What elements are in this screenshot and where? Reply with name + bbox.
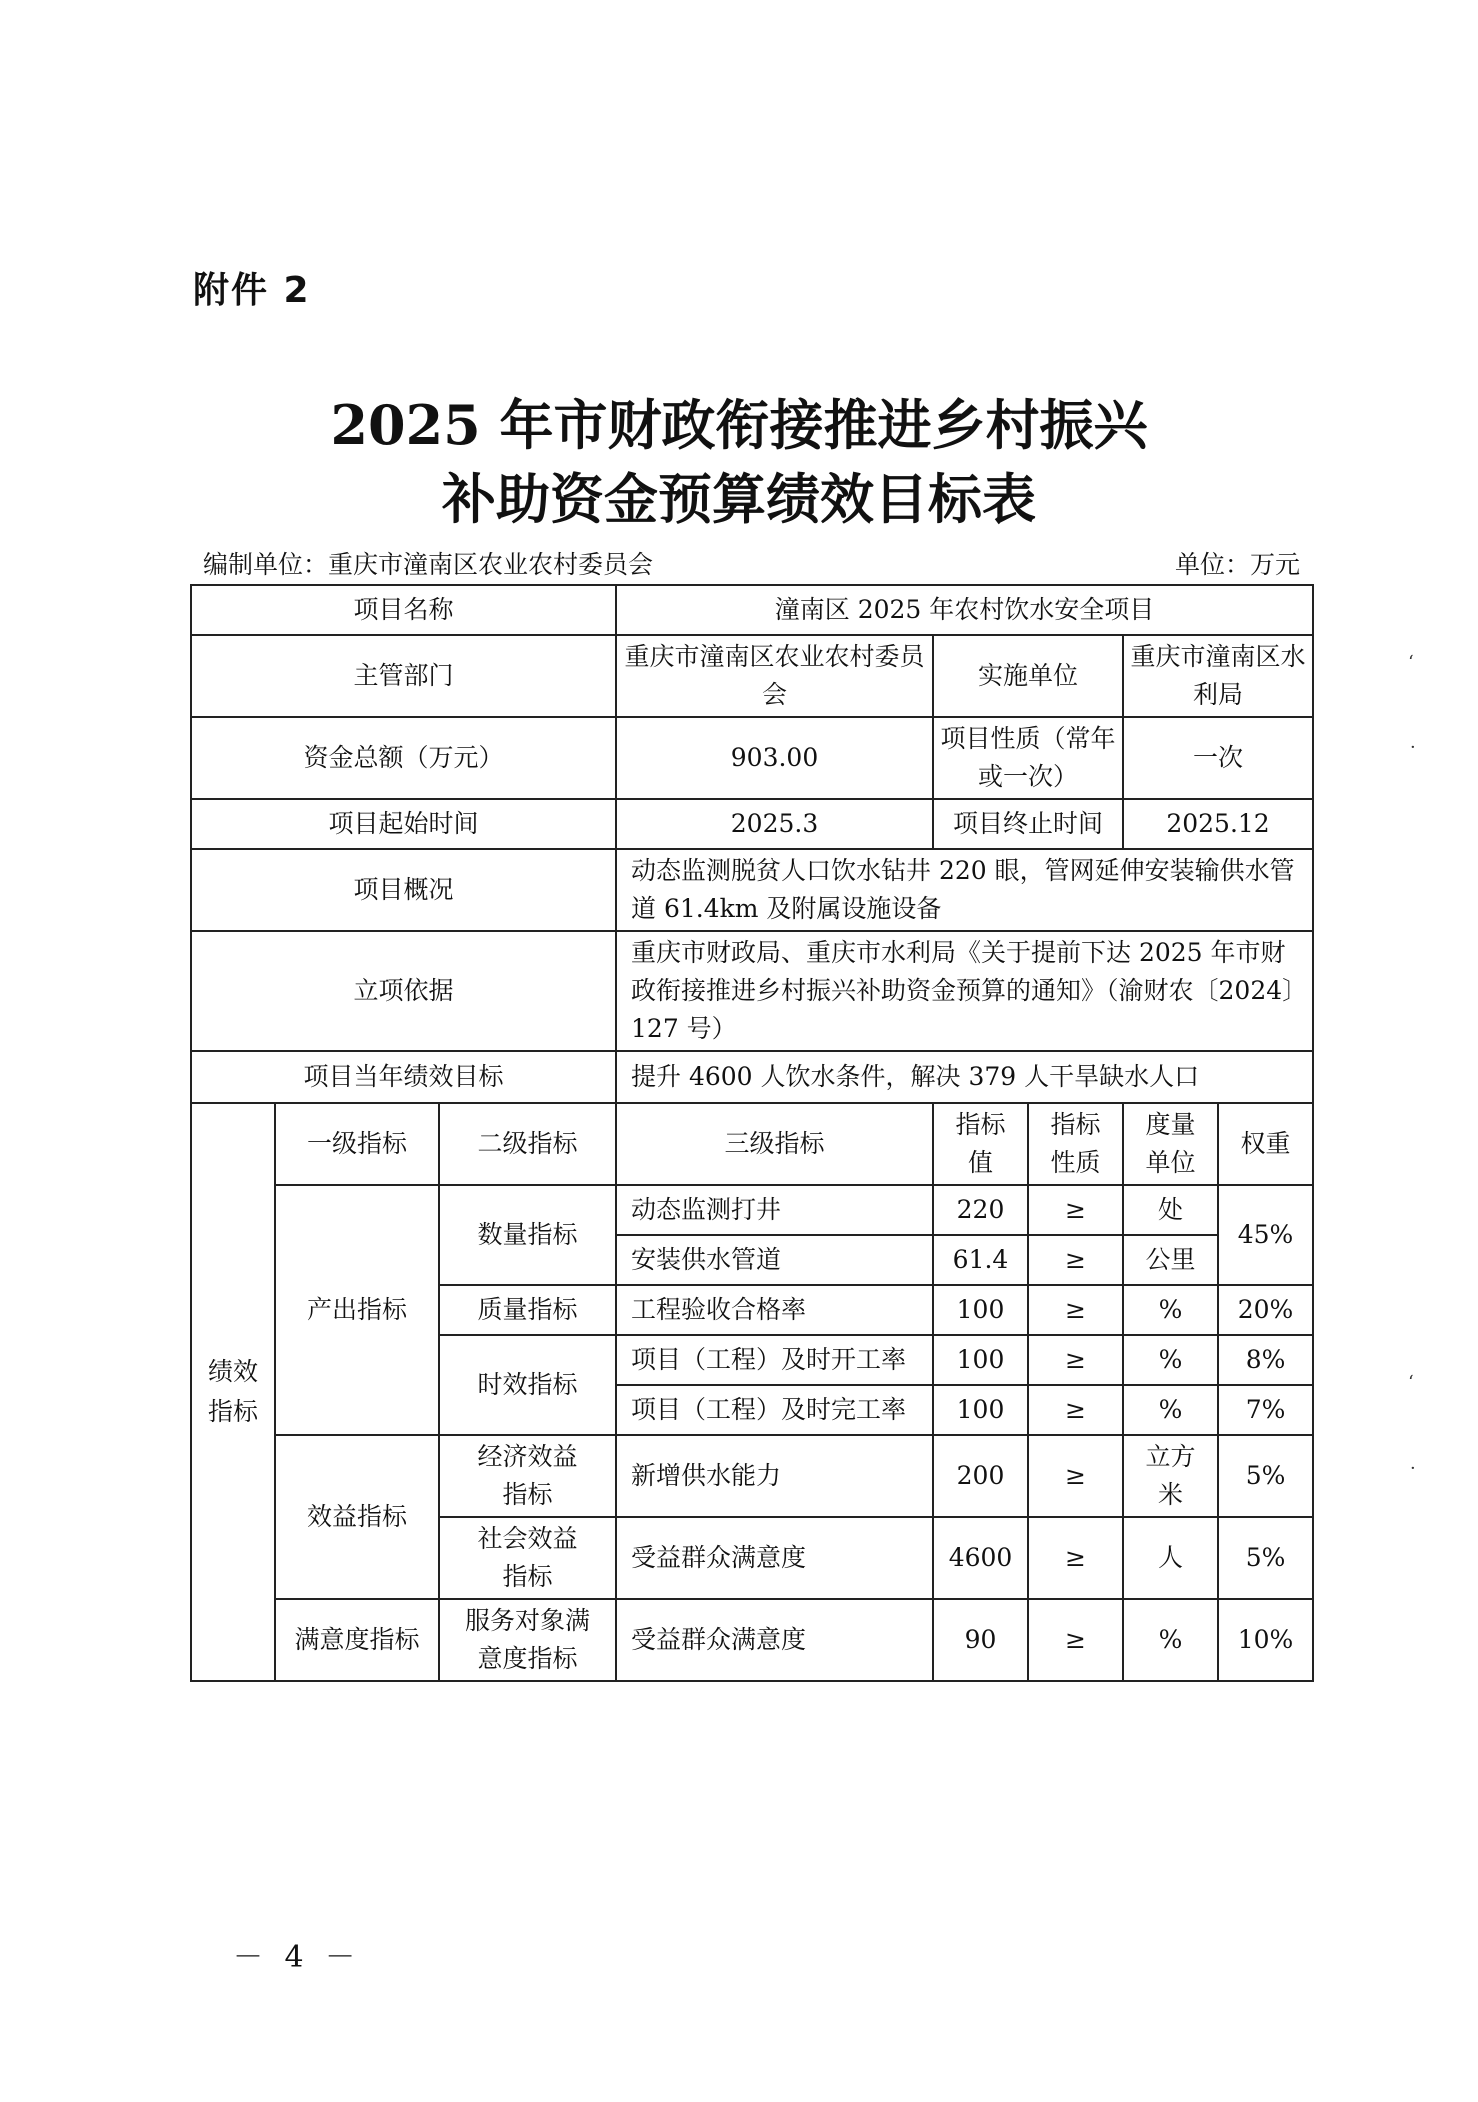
goal-value: 提升 4600 人饮水条件，解决 379 人干旱缺水人口 [616, 1051, 1313, 1103]
indicator-unit: % [1123, 1599, 1218, 1681]
indicator-nature: ≥ [1028, 1517, 1123, 1599]
indicator-nature: ≥ [1028, 1435, 1123, 1517]
indicator-unit: 处 [1123, 1185, 1218, 1235]
indicator-nature: ≥ [1028, 1599, 1123, 1681]
indicator-name: 动态监测打井 [616, 1185, 933, 1235]
header-level1: 一级指标 [275, 1103, 439, 1185]
impl-label: 实施单位 [933, 635, 1123, 717]
header-value: 指标值 [933, 1103, 1028, 1185]
indicator-unit: % [1123, 1285, 1218, 1335]
header-level3: 三级指标 [616, 1103, 933, 1185]
indicator-weight: 5% [1218, 1435, 1313, 1517]
department-row [191, 635, 1313, 717]
performance-goal-table [190, 584, 1314, 1682]
scan-speck: ʻ [1408, 652, 1414, 673]
basis-row [191, 931, 1313, 1051]
document-title-line1: 2025 年市财政衔接推进乡村振兴 [330, 393, 1148, 457]
indicator-name: 安装供水管道 [616, 1235, 933, 1285]
start-label: 项目起始时间 [191, 799, 616, 849]
header-unit: 度量单位 [1123, 1103, 1218, 1185]
page-number: － 4 － [233, 1940, 362, 1975]
header-nature: 指标性质 [1028, 1103, 1123, 1185]
scan-speck: · [1410, 737, 1416, 758]
indicator-value: 100 [933, 1385, 1028, 1435]
attachment-label: 附件 2 [193, 270, 311, 311]
project-name-value: 潼南区 2025 年农村饮水安全项目 [616, 585, 1313, 635]
end-value: 2025.12 [1123, 799, 1313, 849]
funds-row [191, 717, 1313, 799]
indicator-name: 项目（工程）及时完工率 [616, 1385, 933, 1435]
indicator-value: 90 [933, 1599, 1028, 1681]
indicator-value: 4600 [933, 1517, 1028, 1599]
indicator-name: 新增供水能力 [616, 1435, 933, 1517]
indicator-weight: 5% [1218, 1517, 1313, 1599]
dept-label: 主管部门 [191, 635, 616, 717]
indicator-nature: ≥ [1028, 1235, 1123, 1285]
indicator-weight: 8% [1218, 1335, 1313, 1385]
level1-output: 产出指标 [275, 1185, 439, 1435]
indicator-unit: 立方米 [1123, 1435, 1218, 1517]
indicator-value: 220 [933, 1185, 1028, 1235]
overview-value: 动态监测脱贫人口饮水钻井 220 眼，管网延伸安装输供水管道 61.4km 及附属设施设备 [616, 849, 1313, 931]
table-row [191, 1435, 1313, 1517]
indicator-nature: ≥ [1028, 1335, 1123, 1385]
level2-economic: 经济效益指标 [439, 1435, 616, 1517]
indicator-nature: ≥ [1028, 1185, 1123, 1235]
nature-value: 一次 [1123, 717, 1313, 799]
dept-value: 重庆市潼南区农业农村委员会 [616, 635, 933, 717]
level1-satisfaction: 满意度指标 [275, 1599, 439, 1681]
indicator-value: 100 [933, 1285, 1028, 1335]
indicator-weight: 7% [1218, 1385, 1313, 1435]
funds-label: 资金总额（万元） [191, 717, 616, 799]
nature-label: 项目性质（常年或一次） [933, 717, 1123, 799]
indicator-name: 受益群众满意度 [616, 1599, 933, 1681]
indicator-value: 100 [933, 1335, 1028, 1385]
indicator-group-label: 绩效指标 [191, 1103, 275, 1681]
indicator-name: 受益群众满意度 [616, 1517, 933, 1599]
overview-row [191, 849, 1313, 931]
project-name-row [191, 585, 1313, 635]
end-label: 项目终止时间 [933, 799, 1123, 849]
period-row [191, 799, 1313, 849]
table-row [191, 1185, 1313, 1235]
indicator-unit: 公里 [1123, 1235, 1218, 1285]
currency-unit: 单位：万元 [1174, 550, 1300, 579]
start-value: 2025.3 [616, 799, 933, 849]
indicator-unit: % [1123, 1335, 1218, 1385]
level2-quantity: 数量指标 [439, 1185, 616, 1285]
level2-social: 社会效益指标 [439, 1517, 616, 1599]
indicator-nature: ≥ [1028, 1285, 1123, 1335]
level2-quality: 质量指标 [439, 1285, 616, 1335]
goal-label: 项目当年绩效目标 [191, 1051, 616, 1103]
indicator-weight: 45% [1218, 1185, 1313, 1285]
indicator-weight: 10% [1218, 1599, 1313, 1681]
indicator-value: 200 [933, 1435, 1028, 1517]
indicator-name: 工程验收合格率 [616, 1285, 933, 1335]
level2-service: 服务对象满意度指标 [439, 1599, 616, 1681]
scan-speck: · [1410, 1458, 1416, 1479]
indicator-unit: 人 [1123, 1517, 1218, 1599]
table-row [191, 1599, 1313, 1681]
project-name-label: 项目名称 [191, 585, 616, 635]
impl-value: 重庆市潼南区水利局 [1123, 635, 1313, 717]
indicator-weight: 20% [1218, 1285, 1313, 1335]
indicator-unit: % [1123, 1385, 1218, 1435]
funds-value: 903.00 [616, 717, 933, 799]
level2-timeliness: 时效指标 [439, 1335, 616, 1435]
document-title-line2: 补助资金预算绩效目标表 [442, 467, 1036, 531]
basis-value: 重庆市财政局、重庆市水利局《关于提前下达 2025 年市财政衔接推进乡村振兴补助资金预算的通知》（渝财农〔2024〕127 号） [616, 931, 1313, 1051]
indicator-nature: ≥ [1028, 1385, 1123, 1435]
level1-benefit: 效益指标 [275, 1435, 439, 1599]
goal-row [191, 1051, 1313, 1103]
indicator-header-row [191, 1103, 1313, 1185]
indicator-value: 61.4 [933, 1235, 1028, 1285]
header-level2: 二级指标 [439, 1103, 616, 1185]
basis-label: 立项依据 [191, 931, 616, 1051]
indicator-name: 项目（工程）及时开工率 [616, 1335, 933, 1385]
compiler-unit: 编制单位：重庆市潼南区农业农村委员会 [203, 550, 654, 579]
overview-label: 项目概况 [191, 849, 616, 931]
scan-speck: ʻ [1408, 1372, 1414, 1393]
header-weight: 权重 [1218, 1103, 1313, 1185]
